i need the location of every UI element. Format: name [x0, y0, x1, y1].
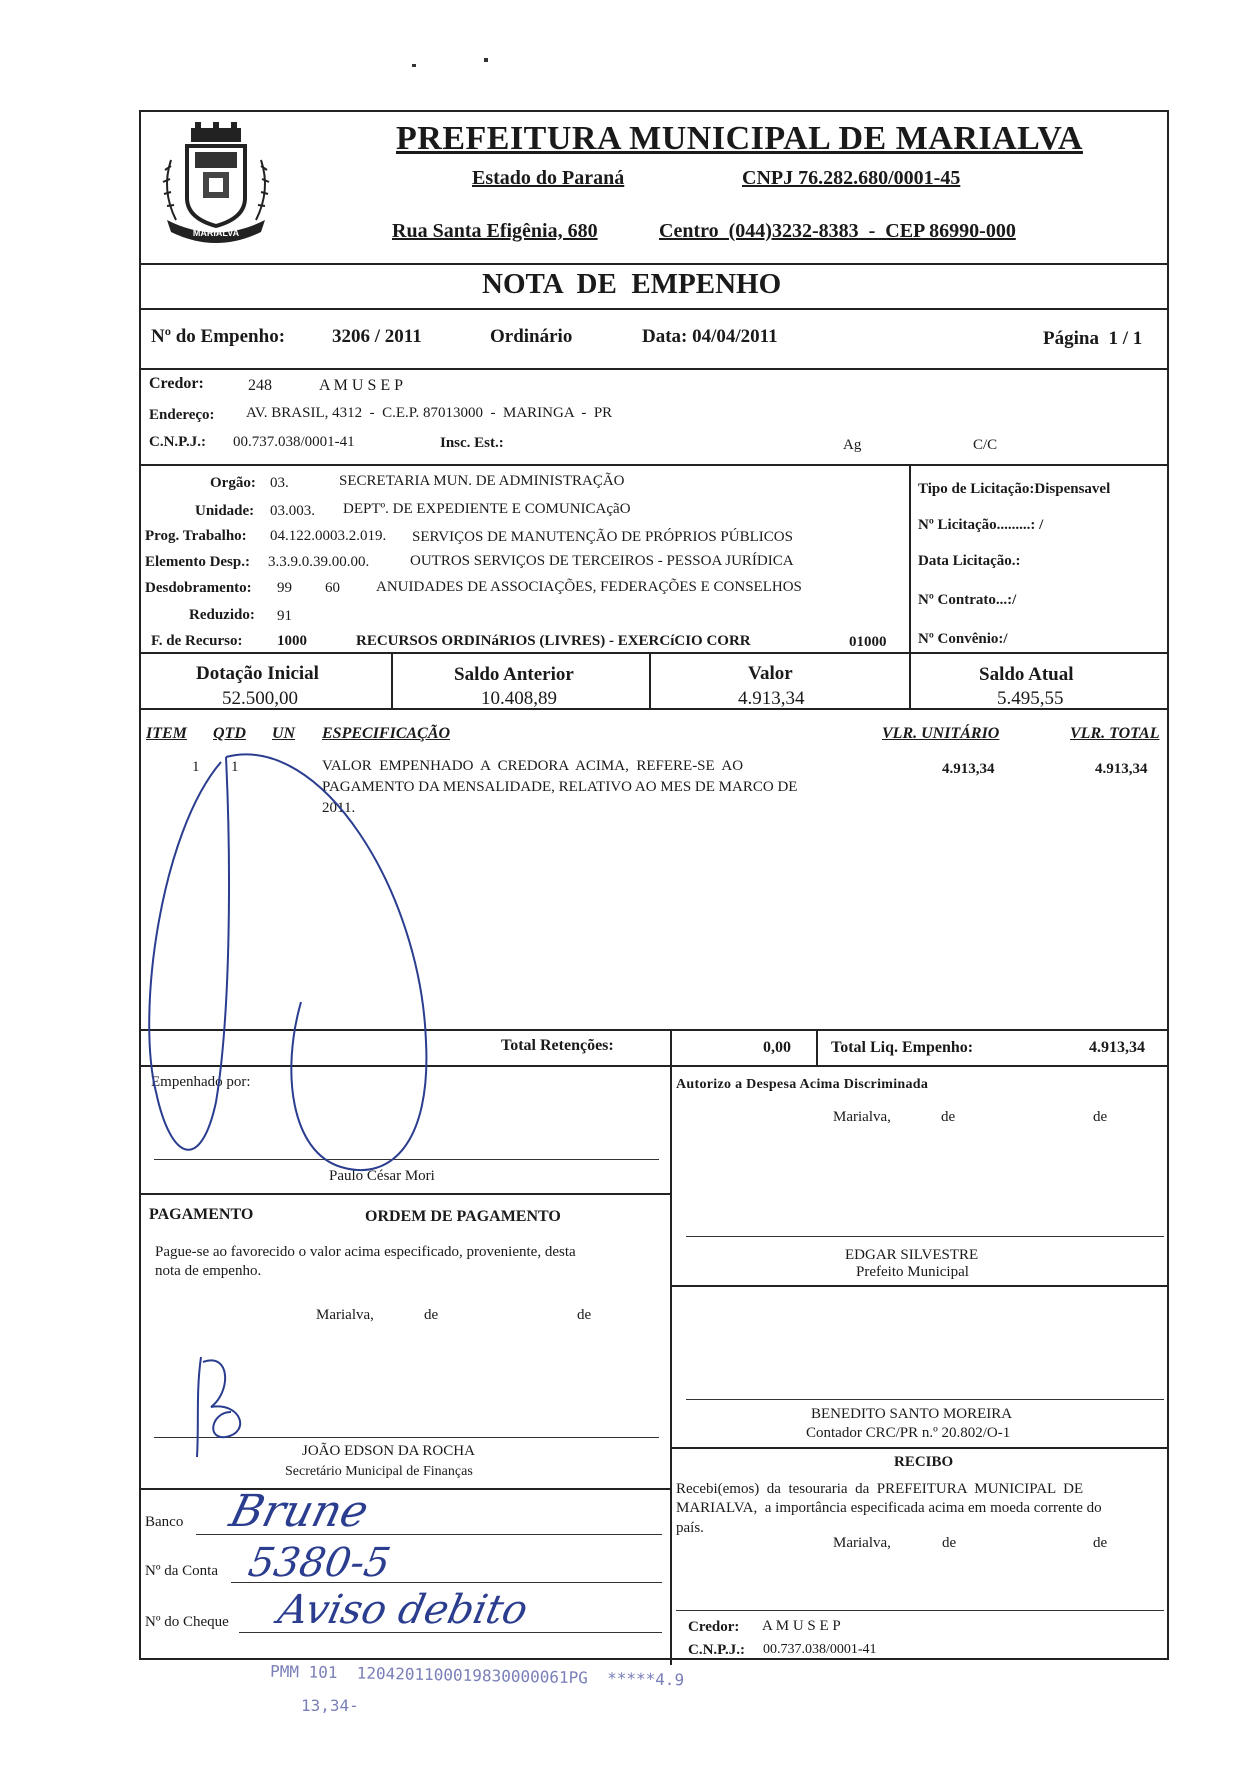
empenhado-label: Empenhado por: — [151, 1074, 251, 1090]
prog-code: 04.122.0003.2.019. — [270, 528, 387, 544]
item-qty: 1 — [231, 759, 239, 775]
autorizo-de1: de — [941, 1109, 956, 1125]
elemento-label: Elemento Desp.: — [145, 554, 250, 570]
divider — [909, 652, 911, 708]
item-spec-line2: PAGAMENTO DA MENSALIDADE, RELATIVO AO MES DE MARCO DE — [322, 779, 798, 795]
desdobramento-subcode: 60 — [325, 580, 340, 596]
page-number: Página 1 / 1 — [1043, 328, 1143, 349]
cheque-handwritten: Aviso debito — [274, 1587, 532, 1633]
item-unit-value: 4.913,34 — [942, 761, 995, 777]
divider — [670, 1447, 1167, 1449]
liquido-label: Total Liq. Empenho: — [831, 1039, 974, 1056]
col-total-header: VLR. TOTAL — [1070, 725, 1160, 742]
pagamento-label: PAGAMENTO — [149, 1206, 254, 1223]
state-name: Estado do Paraná — [472, 167, 625, 189]
crest-banner-text: MARIALVA — [192, 228, 240, 238]
empenhado-name: Paulo César Mori — [329, 1168, 435, 1184]
divider — [141, 708, 1167, 710]
credor-cnpj: 00.737.038/0001-41 — [233, 434, 355, 450]
fonte-label: F. de Recurso: — [151, 633, 243, 649]
conta-handwritten: 5380-5 — [244, 1540, 394, 1586]
signature-line — [686, 1236, 1164, 1237]
document-frame — [139, 110, 1169, 1660]
saldo-atual-value: 5.495,55 — [997, 688, 1064, 709]
secretario-name: JOÃO EDSON DA ROCHA — [302, 1443, 475, 1459]
fonte-number: 01000 — [849, 634, 887, 650]
banco-handwritten: Brune — [224, 1486, 374, 1537]
reduzido-label: Reduzido: — [189, 607, 255, 623]
empenho-number: 3206 / 2011 — [332, 326, 422, 347]
autorizo-title: Autorizo a Despesa Acima Discriminada — [676, 1077, 929, 1092]
divider — [141, 308, 1167, 310]
recibo-cnpj-label: C.N.P.J.: — [688, 1642, 745, 1658]
orgao-desc: SECRETARIA MUN. DE ADMINISTRAÇÃO — [339, 473, 625, 489]
recibo-de2: de — [1093, 1535, 1108, 1551]
saldo-anterior-label: Saldo Anterior — [454, 664, 574, 685]
recibo-credor-label: Credor: — [688, 1619, 740, 1635]
elemento-desc: OUTROS SERVIÇOS DE TERCEIROS - PESSOA JURÍDICA — [410, 553, 794, 569]
fonte-desc: RECURSOS ORDINáRIOS (LIVRES) - EXERCíCIO CORR — [356, 633, 751, 649]
secretario-role: Secretário Municipal de Finanças — [285, 1464, 473, 1479]
cc-label: C/C — [973, 437, 998, 453]
divider — [909, 464, 911, 652]
divider — [391, 652, 393, 708]
saldo-anterior-value: 10.408,89 — [481, 688, 557, 709]
divider — [670, 1285, 1167, 1287]
handwritten-signature — [191, 1352, 271, 1462]
cashier-stamp-line1: PMM 101 1204201100019830000061PG *****4.9 — [269, 1661, 685, 1690]
pen-annotation-loop — [141, 712, 701, 1212]
recibo-text-line2: MARIALVA, a importância especificada acima em moeda corrente do — [676, 1500, 1102, 1516]
empenho-type: Ordinário — [490, 326, 573, 347]
fonte-code: 1000 — [277, 633, 307, 649]
numero-convenio: Nº Convênio:/ — [918, 631, 1008, 647]
unidade-desc: DEPTº. DE EXPEDIENTE E COMUNICAçãO — [343, 501, 631, 517]
recibo-place: Marialva, — [833, 1535, 891, 1551]
recibo-text-line1: Recebi(emos) da tesouraria da PREFEITURA MUNICIPAL DE — [676, 1481, 1084, 1497]
pagamento-text-line1: Pague-se ao favorecido o valor acima especificado, proveniente, desta — [155, 1244, 576, 1260]
retencoes-value: 0,00 — [763, 1039, 791, 1056]
retencoes-label: Total Retenções: — [501, 1037, 614, 1054]
credor-name: A M U S E P — [319, 377, 404, 394]
conta-label: Nº da Conta — [145, 1563, 218, 1579]
municipal-crest-icon — [151, 120, 281, 250]
credor-label: Credor: — [149, 375, 204, 392]
insc-est-label: Insc. Est.: — [440, 435, 504, 451]
divider — [141, 368, 1167, 370]
credor-address: AV. BRASIL, 4312 - C.E.P. 87013000 - MARINGA - PR — [246, 405, 613, 421]
prefeitura-title: PREFEITURA MUNICIPAL DE MARIALVA — [396, 120, 1083, 157]
pagamento-de2: de — [577, 1307, 592, 1323]
numero-licitacao: Nº Licitação.........: / — [918, 517, 1044, 533]
numero-contrato: Nº Contrato...:/ — [918, 592, 1017, 608]
unidade-code: 03.003. — [270, 503, 315, 519]
signature-line — [686, 1399, 1164, 1400]
prefeitura-address: Centro (044)3232-8383 - CEP 86990-000 — [659, 220, 1016, 242]
divider — [816, 1029, 818, 1065]
credor-code: 248 — [248, 377, 272, 394]
prefeitura-cnpj: CNPJ 76.282.680/0001-45 — [742, 167, 961, 189]
divider — [141, 652, 1167, 654]
saldo-atual-label: Saldo Atual — [979, 664, 1074, 685]
prefeito-role: Prefeito Municipal — [856, 1264, 969, 1280]
recibo-credor-name: A M U S E P — [762, 1618, 841, 1634]
prog-label: Prog. Trabalho: — [145, 528, 247, 544]
contador-role: Contador CRC/PR n.º 20.802/O-1 — [806, 1425, 1011, 1441]
col-item-header: ITEM — [146, 725, 187, 742]
item-spec-line3: 2011. — [322, 800, 356, 816]
valor-label: Valor — [748, 663, 793, 684]
cashier-stamp-line2: 13,34- — [301, 1696, 359, 1715]
autorizo-de2: de — [1093, 1109, 1108, 1125]
dotacao-value: 52.500,00 — [222, 688, 298, 709]
orgao-code: 03. — [270, 475, 289, 491]
tipo-licitacao: Tipo de Licitação:Dispensavel — [918, 481, 1111, 497]
unidade-label: Unidade: — [195, 503, 255, 519]
empenho-date: Data: 04/04/2011 — [642, 326, 778, 347]
prefeitura-street: Rua Santa Efigênia, 680 — [392, 220, 598, 242]
divider — [649, 652, 651, 708]
desdobramento-label: Desdobramento: — [145, 580, 252, 596]
contador-name: BENEDITO SANTO MOREIRA — [811, 1406, 1013, 1422]
divider — [141, 464, 1167, 466]
signature-line — [676, 1610, 1164, 1611]
item-spec-line1: VALOR EMPENHADO A CREDORA ACIMA, REFERE-SE AO — [322, 758, 744, 774]
divider — [141, 1488, 670, 1490]
item-total-value: 4.913,34 — [1095, 761, 1148, 777]
prog-desc: SERVIÇOS DE MANUTENÇÃO DE PRÓPRIOS PÚBLICOS — [412, 529, 793, 545]
prefeito-name: EDGAR SILVESTRE — [845, 1247, 979, 1263]
elemento-code: 3.3.9.0.39.00.00. — [268, 554, 370, 570]
pagamento-place: Marialva, — [316, 1307, 374, 1323]
recibo-cnpj: 00.737.038/0001-41 — [763, 1642, 877, 1657]
recibo-de1: de — [942, 1535, 957, 1551]
col-un-header: UN — [272, 725, 296, 742]
cheque-label: Nº do Cheque — [145, 1614, 229, 1630]
item-number: 1 — [192, 759, 200, 775]
autorizo-place: Marialva, — [833, 1109, 891, 1125]
data-licitacao: Data Licitação.: — [918, 553, 1021, 569]
recibo-text-line3: país. — [676, 1520, 704, 1536]
col-qtd-header: QTD — [213, 725, 246, 742]
scan-speck — [484, 58, 488, 62]
ag-label: Ag — [843, 437, 862, 453]
empenho-label: Nº do Empenho: — [151, 326, 286, 347]
cnpj-label: C.N.P.J.: — [149, 434, 206, 450]
orgao-label: Orgão: — [210, 475, 256, 491]
banco-label: Banco — [145, 1514, 184, 1530]
liquido-value: 4.913,34 — [1089, 1039, 1145, 1056]
pagamento-text-line2: nota de empenho. — [155, 1263, 262, 1279]
desdobramento-code: 99 — [277, 580, 292, 596]
valor-value: 4.913,34 — [738, 688, 805, 709]
desdobramento-desc: ANUIDADES DE ASSOCIAÇÕES, FEDERAÇÕES E CONSELHOS — [376, 579, 802, 595]
divider — [141, 263, 1167, 265]
ordem-pagamento-label: ORDEM DE PAGAMENTO — [365, 1208, 561, 1225]
recibo-title: RECIBO — [894, 1454, 954, 1470]
doc-title: NOTA DE EMPENHO — [482, 268, 782, 300]
endereco-label: Endereço: — [149, 407, 215, 423]
col-unit-header: VLR. UNITÁRIO — [882, 725, 1000, 742]
scan-speck — [412, 64, 416, 67]
pagamento-de1: de — [424, 1307, 439, 1323]
dotacao-label: Dotação Inicial — [196, 663, 319, 684]
col-spec-header: ESPECIFICAÇÃO — [322, 725, 451, 742]
reduzido-code: 91 — [277, 608, 292, 624]
